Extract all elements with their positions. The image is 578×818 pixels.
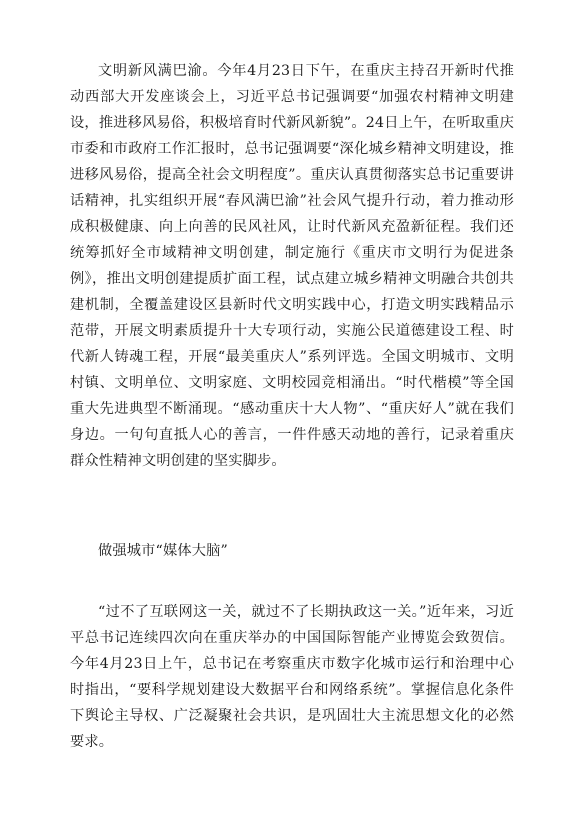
paragraph-civilization: 文明新风满巴渝。今年4月23日下午，在重庆主持召开新时代推动西部大开发座谈会上，习近平总书记强调要“加强农村精神文明建设，推进移风易俗，积极培育时代新风新貌”。24日上午，在听取重庆市委和市政府工作汇报时，总书记强调要“深化城乡精神文明建设，推进移风易俗，提高全社会文明程度”。重庆认真贯彻落实总书记重要讲话精神，扎实组织开展“春风满巴渝”社会风气提升行动，着力推动形成积极健康、向上向善的民风社风，让时代新风充盈新征程。我们还统筹抓好全市域精神文明创建，制定施行《重庆市文明行为促进条例》，推出文明创建提质扩面工程，试点建立城乡精神文明融合共创共建机制，全覆盖建设区县新时代文明实践中心，打造文明实践精品示范带，开展文明素质提升十大专项行动，实施公民道德建设工程、时代新人铸魂工程，开展“最美重庆人”系列评选。全国文明城市、文明村镇、文明单位、文明家庭、文明校园竞相涌出。“时代楷模”等全国重大先进典型不断涌现。“感动重庆十大人物”、“重庆好人”就在我们身边。一句句直抵人心的善言，一件件感天动地的善行，记录着重庆群众性精神文明创建的坚实脚步。 <box>70 63 514 469</box>
paragraph-media-brain: “过不了互联网这一关，就过不了长期执政这一关。”近年来，习近平总书记连续四次向在重庆举办的中国国际智能产业博览会致贺信。今年4月23日上午，总书记在考察重庆市数字化城市运行和治理中心时指出，“要科学规划建设大数据平台和网络系统”。掌握信息化条件下舆论主导权、广泛凝聚社会共识，是巩固壮大主流思想文化的必然要求。 <box>70 604 514 750</box>
section-heading: 做强城市“媒体大脑” <box>98 543 229 559</box>
